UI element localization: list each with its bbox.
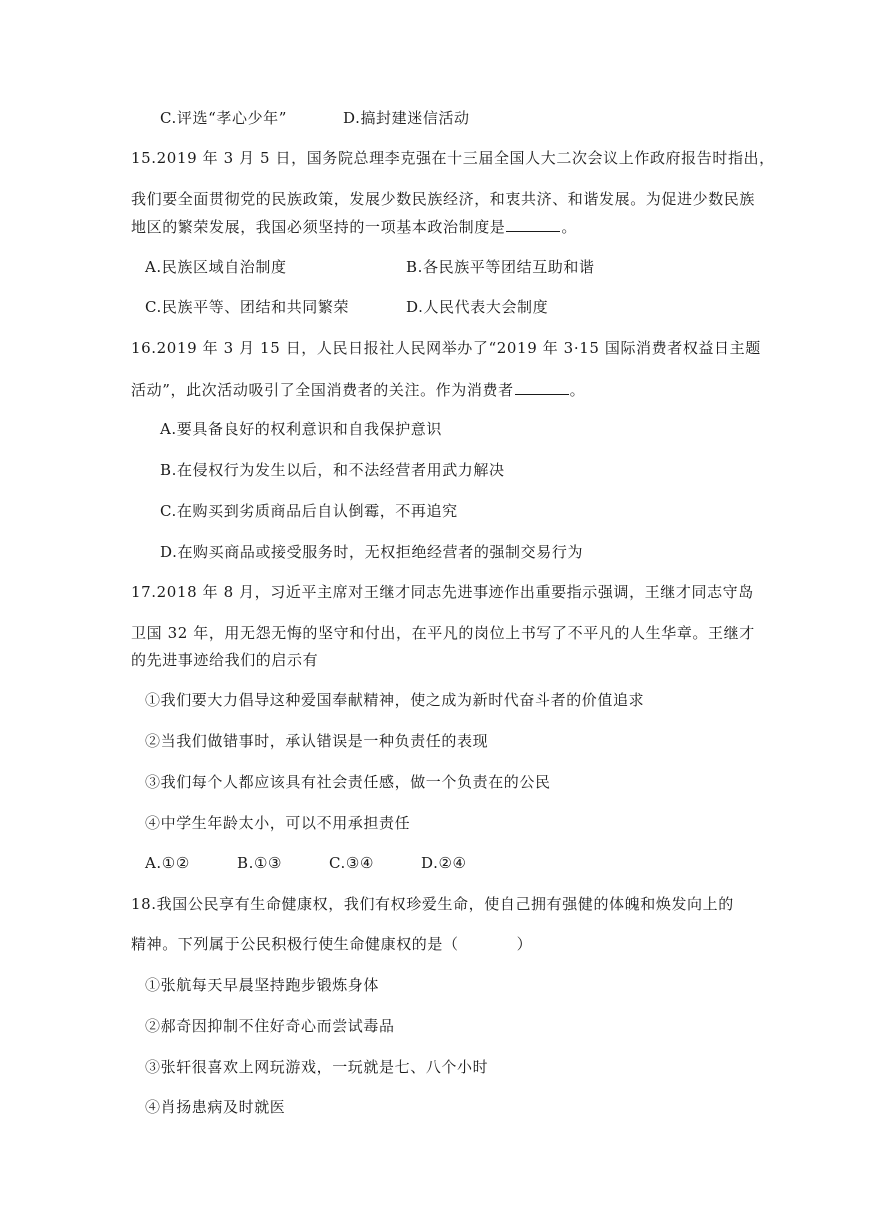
q16-option-c: C.在购买到劣质商品后自认倒霉，不再追究 (160, 502, 458, 520)
q15-option-d: D.人民代表大会制度 (406, 298, 549, 316)
q16-stem-line2 (131, 379, 585, 400)
q15-stem-line1: 15.2019 年 3 月 5 日，国务院总理李克强在十三届全国人大二次会议上作政府报告时指出， (131, 149, 775, 167)
q16-option-a: A.要具备良好的权利意识和自我保护意识 (160, 420, 443, 438)
q16-stem-line2-end: 。 (569, 381, 586, 399)
q15-stem-line3-end: 。 (561, 218, 578, 236)
q14-option-d: D.搞封建迷信活动 (343, 109, 470, 127)
q16-option-d: D.在购买商品或接受服务时，无权拒绝经营者的强制交易行为 (160, 543, 584, 561)
q17-option-d: D.②④ (421, 854, 467, 872)
q17-item-1: ①我们要大力倡导这种爱国奉献精神，使之成为新时代奋斗者的价值追求 (145, 691, 645, 709)
q18-item-4: ④肖扬患病及时就医 (145, 1098, 286, 1116)
q16-option-b: B.在侵权行为发生以后，和不法经营者用武力解决 (160, 461, 505, 479)
q18-stem-line2 (131, 934, 532, 954)
answer-blank (515, 379, 569, 395)
q15-stem-line3-text: 地区的繁荣发展，我国必须坚持的一项基本政治制度是 (131, 218, 506, 236)
q14-option-c: C.评选“孝心少年” (160, 109, 288, 127)
q17-item-3: ③我们每个人都应该具有社会责任感，做一个负责在的公民 (145, 773, 551, 791)
q17-option-b: B.①③ (237, 854, 283, 872)
q18-stem-line1: 18.我国公民享有生命健康权，我们有权珍爱生命，使自己拥有强健的体魄和焕发向上的 (131, 895, 734, 913)
q18-stem-line2-end: ） (516, 935, 533, 953)
q17-item-2: ②当我们做错事时，承认错误是一种负责任的表现 (145, 732, 489, 750)
q16-stem-line2-text: 活动”，此次活动吸引了全国消费者的关注。作为消费者 (131, 381, 514, 399)
q17-option-a: A.①② (145, 854, 190, 872)
q16-stem-line1: 16.2019 年 3 月 15 日，人民日报社人民网举办了“2019 年 3·15 国际消费者权益日主题 (131, 339, 761, 357)
q15-option-b: B.各民族平等团结互助和谐 (406, 258, 595, 276)
q15-stem-line2: 我们要全面贯彻党的民族政策，发展少数民族经济，和衷共济、和谐发展。为促进少数民族 (131, 190, 756, 208)
q18-item-3: ③张轩很喜欢上网玩游戏，一玩就是七、八个小时 (145, 1058, 489, 1076)
q18-stem-line2-text: 精神。下列属于公民积极行使生命健康权的是（ (131, 935, 459, 953)
q18-item-2: ②郝奇因抑制不住好奇心而尝试毒品 (145, 1017, 395, 1035)
answer-blank (506, 216, 560, 232)
q17-stem-line1: 17.2018 年 8 月，习近平主席对王继才同志先进事迹作出重要指示强调，王继才同志守岛 (131, 583, 754, 601)
q15-stem-line3 (131, 216, 577, 237)
q15-option-c: C.民族平等、团结和共同繁荣 (145, 298, 350, 316)
q17-stem-line3: 的先进事迹给我们的启示有 (131, 651, 319, 669)
q17-option-c: C.③④ (329, 854, 375, 872)
q18-item-1: ①张航每天早晨坚持跑步锻炼身体 (145, 976, 380, 994)
q15-option-a: A.民族区域自治制度 (145, 258, 287, 276)
q17-item-4: ④中学生年龄太小，可以不用承担责任 (145, 814, 411, 832)
q17-stem-line2: 卫国 32 年，用无怨无悔的坚守和付出，在平凡的岗位上书写了不平凡的人生华章。王继才 (131, 624, 755, 642)
